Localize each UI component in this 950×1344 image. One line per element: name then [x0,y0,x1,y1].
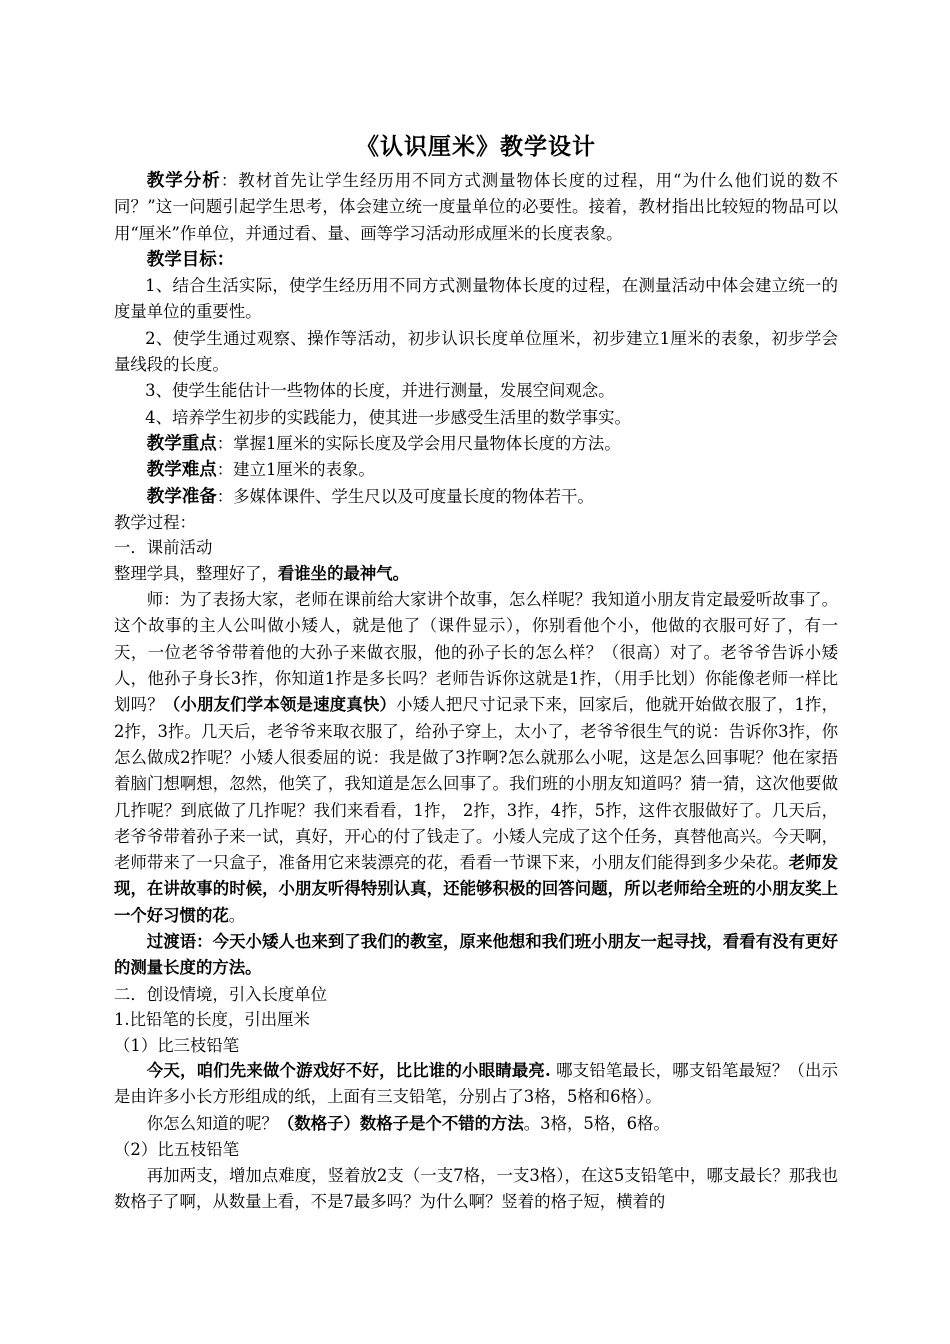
document-title: 《认识厘米》教学设计 [356,134,596,160]
document-page [114,130,838,1215]
goal-item-3: 3、使学生能估计一些物体的长度，并进行测量，发展空间观念。 [145,381,615,401]
transition-paragraph: 过渡语：今天小矮人也来到了我们的教室，原来他想和我们班小朋友一起寻找，看看有没有更好的测量长度的方法。 [114,932,838,978]
analysis-text: ：教材首先让学生经历用不同方式测量物体长度的过程，用“为什么他们说的数不同？”这一问题引起学生思考，体会建立统一度量单位的必要性。接着，教材指出比较短的物品可以用“厘米”作单位，并通过看、量、画等学习活动形成厘米的长度表象。 [114,171,838,243]
goals-label: 教学目标 [146,249,217,270]
part2-heading: （2）比五枝铅笔 [114,1140,240,1159]
part1-paragraph-2: 你怎么知道的呢？（数格子）数格子是个不错的方法。3格，5格，6格。 [146,1113,670,1133]
preparation-text: ：多媒体课件、学生尺以及可度量长度的物体若干。 [216,486,594,506]
story-paragraph: 师：为了表扬大家，老师在课前给大家讲个故事，怎么样呢？我知道小朋友肯定最爱听故事了。这个故事的主人公叫做小矮人，就是他了（课件显示），你别看他个小，他做的衣服可好了，有一天，一位老爷爷带着他的大孙子来做衣服，他的孙子长的怎么样？（很高）对了。老爷爷告诉小矮人，他孙子身长3拃，你知道1拃是多长吗？老师告诉你这就是1拃，（用手比划）你能像老师一样比划吗？（小朋友们学本领是速度真快）小矮人把尺寸记录下来，回家后，他就开始做衣服了，1拃，2拃，3拃。几天后，老爷爷来取衣服了，给孙子穿上，太小了，老爷爷很生气的说：告诉你3拃，你怎么做成2拃呢？小矮人很委屈的说：我是做了3拃啊?怎么就那么小呢，这是怎么回事呢？他在家捂着脑门想啊想，忽然，他笑了，我知道是怎么回事了。我们班的小朋友知道吗？猜一猜，这次他要做几拃呢？到底做了几拃呢？我们来看看，1拃， 2拃，3拃，4拃，5拃，这件衣服做好了。几天后，老爷爷带着孙子来一试，真好，开心的付了钱走了。小矮人完成了这个任务，真替他高兴。今天啊，老师带来了一只盒子，准备用它来装漂亮的花，看看一节课下来，小朋友们能得到多少朵花。老师发现，在讲故事的时候，小朋友听得特别认真，还能够积极的回答问题，所以老师给全班的小朋友奖上一个好习惯的花。 [114,590,839,925]
part1-heading: （1）比三枝铅笔 [114,1035,240,1055]
analysis-label: 教学分析 [146,171,221,191]
difficulty-label: 教学难点 [146,460,217,481]
goals-heading: 教学目标： [146,249,235,270]
part1-paragraph-1: 今天，咱们先来做个游戏好不好，比比谁的小眼睛最亮. 哪支铅笔最长，哪支铅笔最短？（出示是由许多小长方形组成的纸，上面有三支铅笔，分别占了3格，5格和6格）。 [114,1061,838,1107]
section1-heading: 一．课前活动 [114,538,213,558]
section1-line1: 整理学具，整理好了，看谁坐的最神气。 [114,563,410,583]
part2-paragraph-1: 再加两支，增加点难度，竖着放2支（一支7格，一支3格），在这5支铅笔中，哪支最长？那我也数格子了啊，从数量上看，不是7最多吗？为什么啊？竖着的格子短，横着的 [114,1165,838,1211]
preparation-label: 教学准备 [146,486,217,507]
goal-item-4: 4、培养学生初步的实践能力，使其进一步感受生活里的数学事实。 [145,407,631,427]
section2-sub1: 1.比铅笔的长度，引出厘米 [114,1010,310,1030]
key-point [114,431,838,457]
section1-line1-bold: 看谁坐的最神气。 [277,563,410,583]
difficulty-text: ：建立1厘米的表象。 [216,460,375,480]
section2-heading: 二．创设情境，引入长度单位 [114,984,328,1004]
preparation [114,484,838,510]
goal-item-2: 2、使学生通过观察、操作等活动，初步认识长度单位厘米，初步建立1厘米的表象，初步学会量线段的长度。 [114,328,838,375]
goal-item-1: 1、结合生活实际，使学生经历用不同方式测量物体长度的过程，在测量活动中体会建立统一的度量单位的重要性。 [114,276,838,322]
key-point-label: 教学重点 [146,433,217,454]
key-point-text: ：掌握1厘米的实际长度及学会用尺量物体长度的方法。 [216,433,621,453]
teaching-analysis [114,168,838,247]
process-label: 教学过程： [114,512,196,532]
story-bold-2: 老师发现，在讲故事的时候，小朋友听得特别认真，还能够积极的回答问题，所以老师给全班的小朋友奖上一个好习惯的花 [114,853,839,925]
story-bold-1: （小朋友们学本领是速度真快） [163,695,397,715]
difficulty [114,457,838,483]
